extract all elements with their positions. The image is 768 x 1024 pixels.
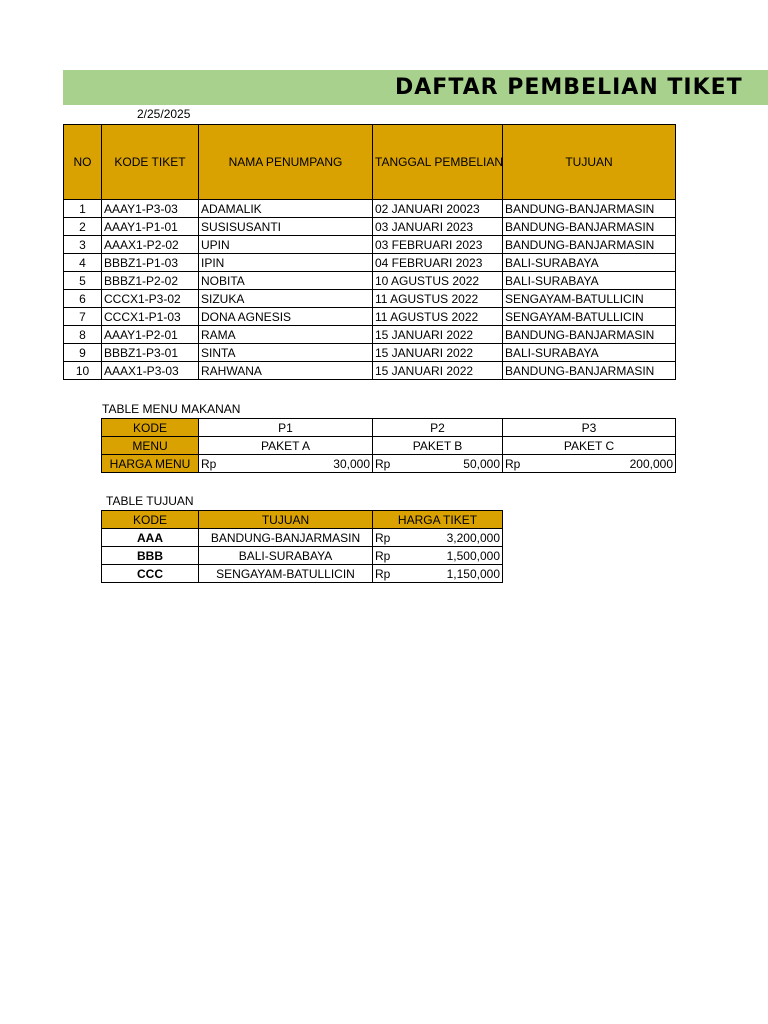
cell-tujuan[interactable]: BALI-SURABAYA	[503, 272, 676, 290]
cell-kode-tiket[interactable]: AAAY1-P2-01	[102, 326, 199, 344]
cell-nama-penumpang[interactable]: RAMA	[199, 326, 373, 344]
cell-no[interactable]: 2	[64, 218, 102, 236]
cell-nama-penumpang[interactable]: SIZUKA	[199, 290, 373, 308]
menu-kode-p1[interactable]: P1	[199, 419, 373, 437]
menu-kode-p3[interactable]: P3	[503, 419, 676, 437]
cell-kode-tiket[interactable]: AAAX1-P3-03	[102, 362, 199, 380]
menu-menu-label[interactable]: MENU	[102, 437, 199, 455]
cell-no[interactable]: 6	[64, 290, 102, 308]
currency-label: Rp	[375, 456, 391, 471]
table-row	[102, 529, 503, 547]
cell-nama-penumpang[interactable]: ADAMALIK	[199, 200, 373, 218]
cell-no[interactable]: 3	[64, 236, 102, 254]
dest-header-row	[102, 511, 503, 529]
cell-kode-tiket[interactable]: AAAY1-P1-01	[102, 218, 199, 236]
cell-harga-tiket[interactable]	[373, 565, 503, 583]
cell-no[interactable]: 7	[64, 308, 102, 326]
header-tanggal-pembelian[interactable]: TANGGAL PEMBELIAN	[373, 125, 503, 200]
menu-table	[101, 418, 676, 473]
cell-harga-tiket[interactable]	[373, 547, 503, 565]
cell-tanggal-pembelian[interactable]: 02 JANUARI 20023	[373, 200, 503, 218]
menu-kode-row	[102, 419, 676, 437]
cell-tujuan[interactable]: SENGAYAM-BATULLICIN	[503, 308, 676, 326]
cell-no[interactable]: 4	[64, 254, 102, 272]
menu-kode-label[interactable]: KODE	[102, 419, 199, 437]
price-value: 200,000	[629, 456, 673, 471]
table-row	[64, 290, 676, 308]
table-row	[64, 326, 676, 344]
table-row	[64, 218, 676, 236]
cell-kode-tiket[interactable]: BBBZ1-P2-02	[102, 272, 199, 290]
cell-kode-tiket[interactable]: CCCX1-P1-03	[102, 308, 199, 326]
cell-harga-tiket[interactable]	[373, 529, 503, 547]
cell-tanggal-pembelian[interactable]: 15 JANUARI 2022	[373, 326, 503, 344]
cell-tanggal-pembelian[interactable]: 04 FEBRUARI 2023	[373, 254, 503, 272]
cell-kode-tiket[interactable]: AAAX1-P2-02	[102, 236, 199, 254]
currency-label: Rp	[375, 548, 391, 563]
cell-tanggal-pembelian[interactable]: 10 AGUSTUS 2022	[373, 272, 503, 290]
table-row	[64, 308, 676, 326]
cell-kode-tiket[interactable]: BBBZ1-P1-03	[102, 254, 199, 272]
cell-tanggal-pembelian[interactable]: 11 AGUSTUS 2022	[373, 290, 503, 308]
menu-price-p3[interactable]	[503, 455, 676, 473]
cell-tujuan[interactable]: BANDUNG-BANJARMASIN	[503, 362, 676, 380]
price-value: 30,000	[333, 456, 370, 471]
table-row	[64, 200, 676, 218]
dest-header-kode[interactable]: KODE	[102, 511, 199, 529]
table-row	[102, 565, 503, 583]
cell-tujuan[interactable]: BANDUNG-BANJARMASIN	[503, 236, 676, 254]
cell-tanggal-pembelian[interactable]: 15 JANUARI 2022	[373, 344, 503, 362]
table-row	[64, 362, 676, 380]
menu-price-p2[interactable]	[373, 455, 503, 473]
cell-no[interactable]: 10	[64, 362, 102, 380]
cell-no[interactable]: 9	[64, 344, 102, 362]
cell-tujuan[interactable]: BANDUNG-BANJARMASIN	[503, 200, 676, 218]
menu-price-p1[interactable]	[199, 455, 373, 473]
menu-name-row	[102, 437, 676, 455]
cell-tujuan[interactable]: BANDUNG-BANJARMASIN	[503, 218, 676, 236]
menu-price-row	[102, 455, 676, 473]
destination-table	[101, 510, 503, 583]
cell-nama-penumpang[interactable]: SINTA	[199, 344, 373, 362]
title-banner	[63, 70, 768, 105]
cell-tujuan[interactable]: SENGAYAM-BATULLICIN	[503, 290, 676, 308]
currency-label: Rp	[505, 456, 521, 471]
cell-nama-penumpang[interactable]: NOBITA	[199, 272, 373, 290]
cell-kode[interactable]: BBB	[102, 547, 199, 565]
cell-tujuan[interactable]: SENGAYAM-BATULLICIN	[199, 565, 373, 583]
menu-harga-label[interactable]: HARGA MENU	[102, 455, 199, 473]
cell-kode-tiket[interactable]: CCCX1-P3-02	[102, 290, 199, 308]
table-row	[64, 344, 676, 362]
cell-no[interactable]: 8	[64, 326, 102, 344]
cell-kode-tiket[interactable]: AAAY1-P3-03	[102, 200, 199, 218]
table-row	[64, 236, 676, 254]
price-value: 3,200,000	[446, 530, 500, 545]
currency-label: Rp	[375, 530, 391, 545]
cell-tanggal-pembelian[interactable]: 03 FEBRUARI 2023	[373, 236, 503, 254]
price-value: 50,000	[463, 456, 500, 471]
cell-tujuan[interactable]: BANDUNG-BANJARMASIN	[199, 529, 373, 547]
table-row	[64, 254, 676, 272]
header-nama-penumpang[interactable]: NAMA PENUMPANG	[199, 125, 373, 200]
dest-header-tujuan[interactable]: TUJUAN	[199, 511, 373, 529]
cell-nama-penumpang[interactable]: UPIN	[199, 236, 373, 254]
cell-nama-penumpang[interactable]: RAHWANA	[199, 362, 373, 380]
cell-no[interactable]: 5	[64, 272, 102, 290]
cell-nama-penumpang[interactable]: DONA AGNESIS	[199, 308, 373, 326]
menu-table-caption: TABLE MENU MAKANAN	[102, 402, 241, 416]
menu-name-p1[interactable]: PAKET A	[199, 437, 373, 455]
price-value: 1,500,000	[446, 548, 500, 563]
cell-nama-penumpang[interactable]: SUSISUSANTI	[199, 218, 373, 236]
sheet-title: DAFTAR PEMBELIAN TIKET	[395, 75, 743, 100]
table-header-row	[64, 125, 676, 200]
report-date: 2/25/2025	[137, 107, 191, 121]
header-no[interactable]: NO	[64, 125, 102, 200]
cell-kode-tiket[interactable]: BBBZ1-P3-01	[102, 344, 199, 362]
cell-kode[interactable]: AAA	[102, 529, 199, 547]
header-kode-tiket[interactable]: KODE TIKET	[102, 125, 199, 200]
cell-tujuan[interactable]: BALI-SURABAYA	[199, 547, 373, 565]
menu-kode-p2[interactable]: P2	[373, 419, 503, 437]
currency-label: Rp	[375, 566, 391, 581]
cell-tujuan[interactable]: BALI-SURABAYA	[503, 344, 676, 362]
cell-nama-penumpang[interactable]: IPIN	[199, 254, 373, 272]
dest-header-harga[interactable]: HARGA TIKET	[373, 511, 503, 529]
dest-table-caption: TABLE TUJUAN	[106, 494, 194, 508]
ticket-purchase-table	[63, 124, 676, 380]
menu-name-p3[interactable]: PAKET C	[503, 437, 676, 455]
table-row	[102, 547, 503, 565]
menu-name-p2[interactable]: PAKET B	[373, 437, 503, 455]
cell-tanggal-pembelian[interactable]: 15 JANUARI 2022	[373, 362, 503, 380]
price-value: 1,150,000	[446, 566, 500, 581]
cell-tanggal-pembelian[interactable]: 11 AGUSTUS 2022	[373, 308, 503, 326]
cell-tujuan[interactable]: BANDUNG-BANJARMASIN	[503, 326, 676, 344]
cell-no[interactable]: 1	[64, 200, 102, 218]
cell-tanggal-pembelian[interactable]: 03 JANUARI 2023	[373, 218, 503, 236]
header-tujuan[interactable]: TUJUAN	[503, 125, 676, 200]
currency-label: Rp	[201, 456, 217, 471]
table-row	[64, 272, 676, 290]
cell-tujuan[interactable]: BALI-SURABAYA	[503, 254, 676, 272]
cell-kode[interactable]: CCC	[102, 565, 199, 583]
